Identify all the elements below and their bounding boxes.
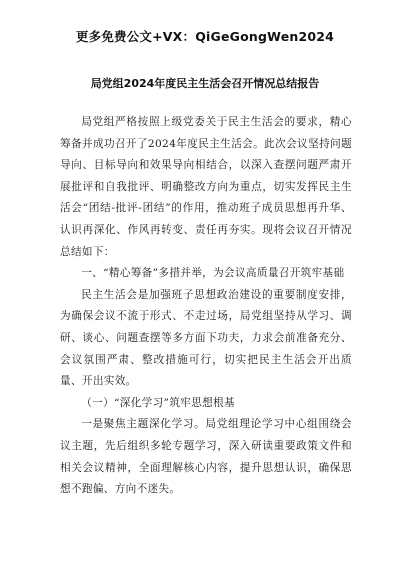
promo-banner: 更多免费公文+VX：QiGeGongWen2024 <box>75 29 335 44</box>
section-1-paragraph: 民主生活会是加强班子思想政治建设的重要制度安排，为确保会议不流于形式、不走过场，局党组坚持从学习、调研、谈心、问题查摆等多方面下功夫，力求会前准备充分、会议氛围严肃、整改措施可行，切实把民主生活会开出质量、开出实效。 <box>60 288 352 388</box>
section-heading-1: 一、“精心筹备”多措并举，为会议高质量召开筑牢基础 <box>81 267 345 280</box>
subsection-heading-1: （一）“深化学习”筑牢思想根基 <box>81 396 235 409</box>
document-body <box>60 112 352 501</box>
subsection-1-paragraph: 一是聚焦主题深化学习。局党组理论学习中心组围绕会议主题，先后组织多轮专题学习，深入研读重要政策文件和相关会议精神，全面理解核心内容，提升思想认识，确保思想不跑偏、方向不迷失。 <box>60 418 352 496</box>
intro-paragraph: 局党组严格按照上级党委关于民主生活会的要求，精心筹备并成功召开了2024年度民主生活会。此次会议坚持问题导向、目标导向和效果导向相结合，以深入查摆问题严肃开展批评和自我批评、明确整改方向为重点，切实发挥民主生活会“团结-批评-团结”的作用，推动班子成员思想再升华、认识再深化、作风再转变、责任再夯实。现将会议召开情况总结如下： <box>60 116 352 258</box>
page-title: 局党组2024年度民主生活会召开情况总结报告 <box>90 77 320 90</box>
